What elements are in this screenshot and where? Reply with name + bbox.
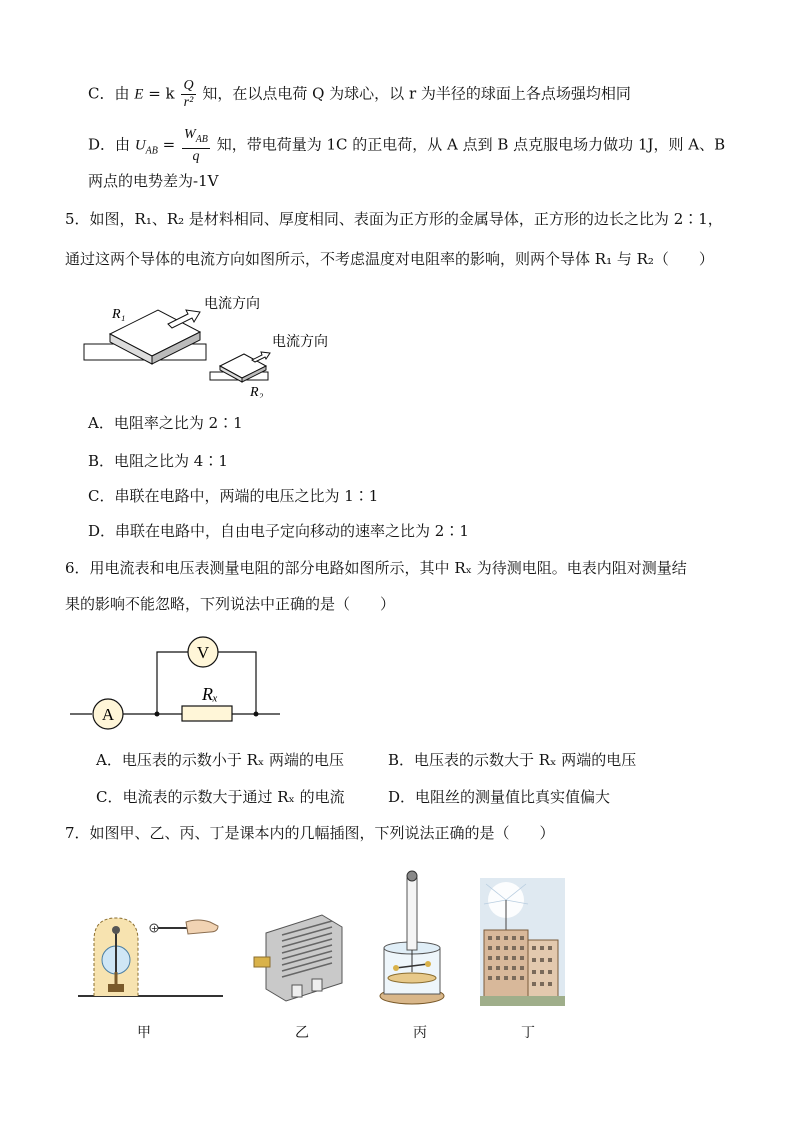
q6-option-b: B．电压表的示数大于 Rₓ 两端的电压 xyxy=(388,751,637,769)
r2-current-direction-label: 电流方向 xyxy=(272,334,328,350)
fraction-wab-q: $\frac{W_{AB}}{q}$ xyxy=(184,127,208,164)
q4-option-c: C．由 E = k $\frac{Q}{\text{r²}}$ 知，在以点电荷 Q 为球心，以 r 为半径的球面上各点场强均相同 xyxy=(88,78,631,110)
q6-option-c: C．电流表的示数大于通过 Rₓ 的电流 xyxy=(96,788,345,806)
q7-stem: 7．如图甲、乙、丙、丁是课本内的几幅插图，下列说法正确的是（ ） xyxy=(65,824,555,842)
r2-current-arrow xyxy=(252,352,270,362)
wire-voltmeter-right xyxy=(218,652,256,714)
caption-yi: 乙 xyxy=(295,1025,309,1041)
voltmeter-label: V xyxy=(196,643,210,662)
resistor-rx-label: Rₓ xyxy=(201,684,219,704)
q5-option-b: B．电阻之比为 4∶1 xyxy=(88,452,228,470)
q6-stem-line2: 果的影响不能忽略，下列说法中正确的是（ ） xyxy=(65,595,396,613)
hand-icon xyxy=(186,920,218,934)
wire-voltmeter-left xyxy=(157,652,188,714)
q5-conductor-figure xyxy=(72,288,372,398)
figure-yi-variable-capacitor xyxy=(252,905,347,1005)
figure-ding-lightning-rod-building xyxy=(480,878,565,1006)
shaft-icon xyxy=(254,957,270,967)
q5-stem-line1: 5．如图，R₁、R₂ 是材料相同、厚度相同、表面为正方形的金属导体，正方形的边长之比为 2∶1， xyxy=(65,210,723,228)
r1-current-direction-label: 电流方向 xyxy=(204,296,260,312)
base xyxy=(108,984,124,992)
fraction-q-r2: $\frac{Q}{\text{r²}}$ xyxy=(183,78,194,110)
q5-option-a: A．电阻率之比为 2∶1 xyxy=(88,414,243,432)
q4-option-d-cont: 两点的电势差为-1V xyxy=(88,172,219,190)
q5-option-d: D．串联在电路中，自由电子定向移动的速率之比为 2∶1 xyxy=(88,522,469,540)
ground-trees xyxy=(480,996,565,1006)
r2-label: R₂ xyxy=(250,385,264,398)
suspension-tube xyxy=(407,878,417,950)
torsion-head-icon xyxy=(407,871,417,881)
r1-label: R₁ xyxy=(112,307,126,322)
q6-stem-line1: 6．用电流表和电压表测量电阻的部分电路如图所示，其中 Rₓ 为待测电阻。电表内阻对测量结 xyxy=(65,559,687,577)
q5-option-c: C．串联在电路中，两端的电压之比为 1∶1 xyxy=(88,487,379,505)
q6-option-d: D．电阻丝的测量值比真实值偏大 xyxy=(388,788,611,806)
q6-option-a: A．电压表的示数小于 Rₓ 两端的电压 xyxy=(96,751,345,769)
figure-bing-torsion-balance xyxy=(378,868,446,1008)
figure-jia-electroscope xyxy=(78,900,223,1005)
q6-circuit-figure xyxy=(70,632,290,732)
ammeter-label: A xyxy=(101,705,115,724)
plus-icon: + xyxy=(151,924,158,933)
resistor-rx-icon xyxy=(182,706,232,721)
caption-jia: 甲 xyxy=(137,1025,151,1041)
q5-stem-line2: 通过这两个导体的电流方向如图所示，不考虑温度对电阻率的影响，则两个导体 R₁ 与 R₂（ ） xyxy=(65,250,714,268)
caption-ding: 丁 xyxy=(521,1025,535,1041)
caption-bing: 丙 xyxy=(413,1025,427,1041)
q4-option-d: D．由 $U_{AB}$ = $\frac{W_{AB}}{q}$ 知，带电荷量为 1C 的正电荷，从 A 点到 B 点克服电场力做功 1J，则 A、B xyxy=(88,127,726,164)
metal-knob xyxy=(112,926,120,934)
